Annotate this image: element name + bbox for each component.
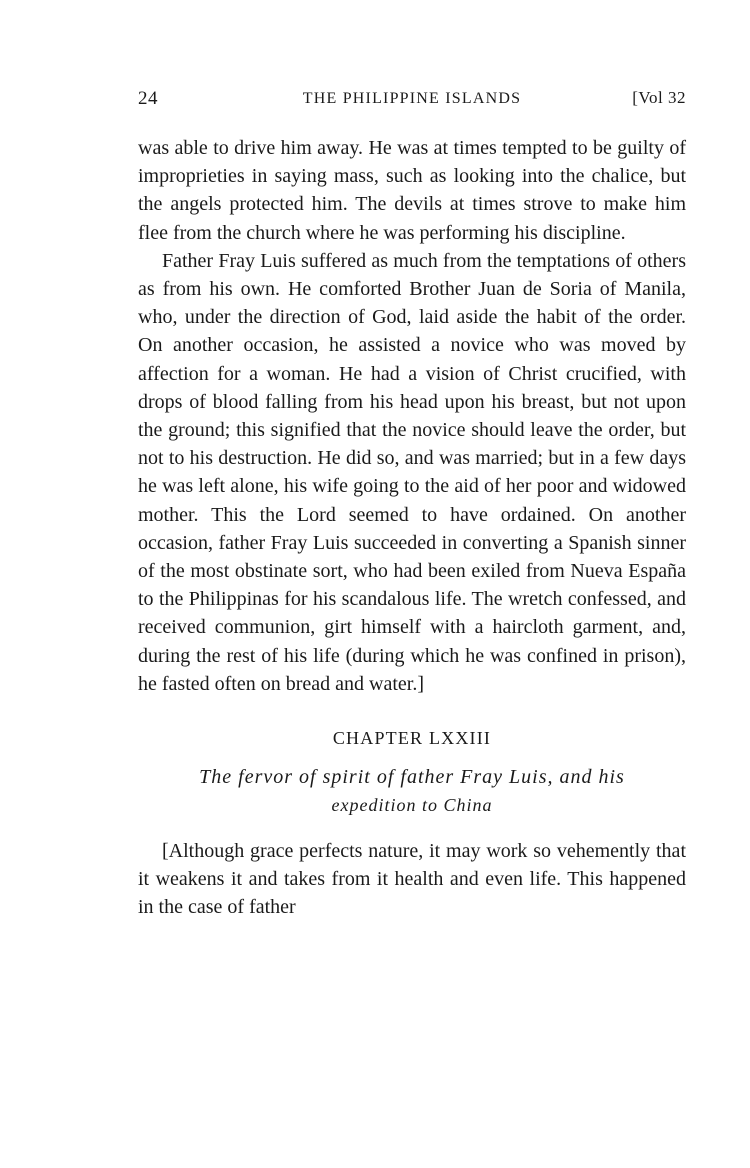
page-number: 24: [138, 88, 158, 109]
body-text-before: [138, 134, 686, 698]
chapter-heading: CHAPTER LXXIII: [332, 728, 492, 749]
chapter-subtitle-line1: The fervor of spirit of father Fray Luis, and his: [199, 766, 625, 789]
paragraph-father-fray-luis: Father Fray Luis suffered as much from the temptations of others as from his own. He comforted Brother Juan de Soria of Manila, who, under the direction of God, laid aside the habit of the order. On another occasion, he assisted a novice who was moved by affection for a woman. He had a vision of Christ crucified, with drops of blood falling from his head upon his breast, but not upon the ground; this signified that the novice should leave the order, but not to his destruction. He did so, and was married; but in a few days he was left alone, his wife going to the aid of her poor and widowed mother. This the Lord seemed to have ordained. On another occasion, father Fray Luis succeeded in converting a Spanish sinner of the most obstinate sort, who had been exiled from Nueva España to the Philippinas for his scandalous life. The wretch confessed, and received communion, girt himself with a haircloth garment, and, during the rest of his life (during which he was confined in prison), he fasted often on bread and water.]: [138, 249, 686, 695]
paragraph-grace: [Although grace perfects nature, it may work so vehemently that it weakens it and takes from it health and even life. This happened in the case of father: [138, 840, 686, 919]
chapter-subtitle: [138, 763, 686, 819]
body-text-after: [138, 837, 686, 922]
book-page: [138, 88, 686, 922]
volume-label: [Vol 32: [632, 88, 686, 107]
running-head: [138, 88, 686, 118]
paragraph-continued: was able to drive him away. He was at times tempted to be guilty of improprieties in saying mass, such as looking into the chalice, but the angels protected him. The devils at times strove to make him flee from the church where he was performing his discipline.: [138, 137, 686, 244]
running-title: THE PHILIPPINE ISLANDS: [302, 90, 522, 107]
chapter-subtitle-line2: expedition to China: [331, 795, 493, 816]
